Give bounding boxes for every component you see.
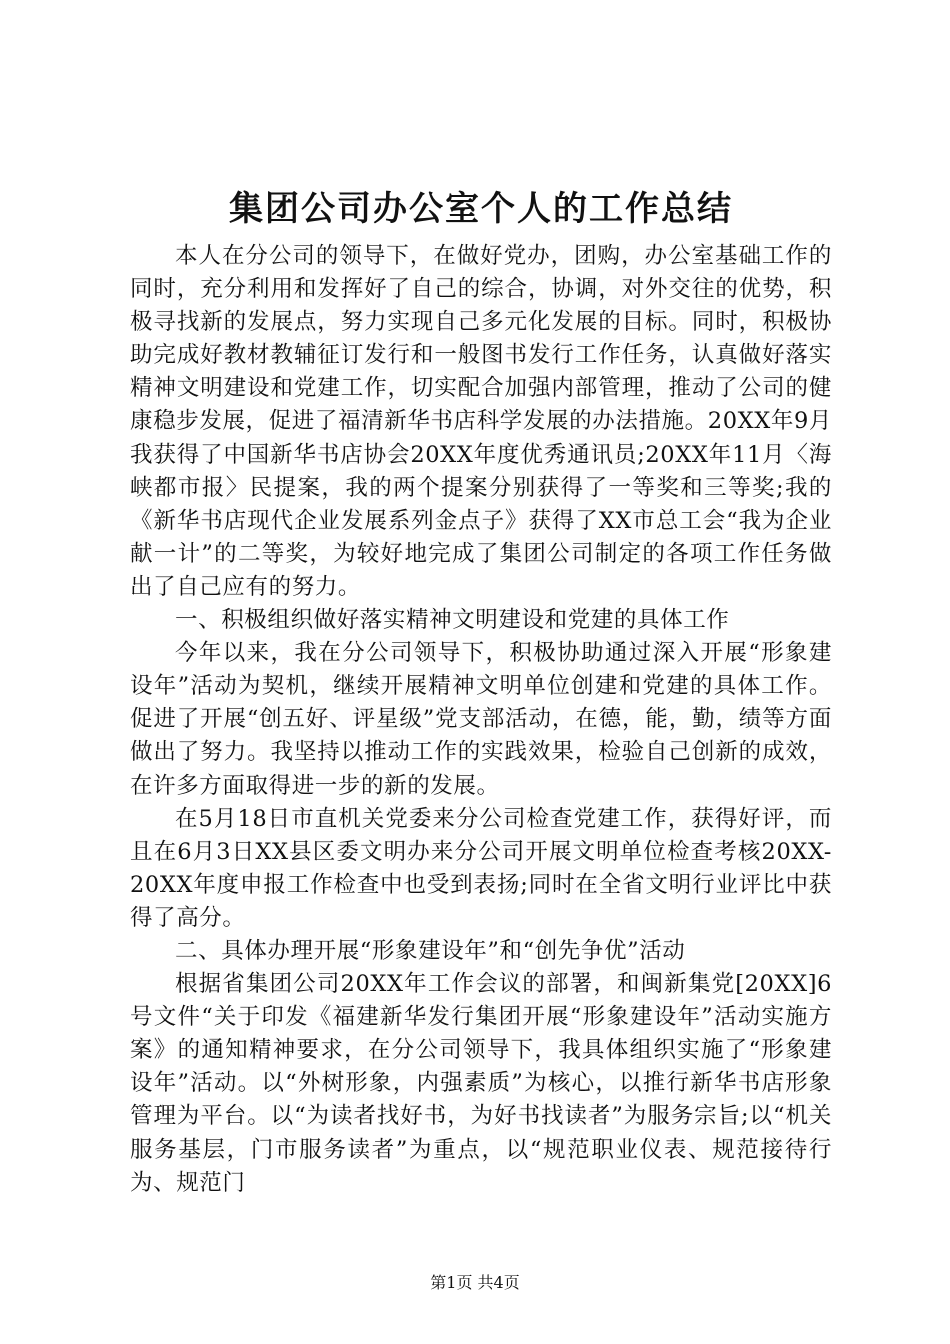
paragraph-section1-b: 在5月18日市直机关党委来分公司检查党建工作，获得好评，而且在6月3日XX县区委文明办来分公司开展文明单位检查考核20XX-20XX年度申报工作检查中也受到表扬;同时在全省文明行业评比中获得了高分。	[130, 805, 832, 931]
paragraph-section1-a: 今年以来，我在分公司领导下，积极协助通过深入开展“形象建设年”活动为契机，继续开展精神文明单位创建和党建的具体工作。促进了开展“创五好、评星级”党支部活动，在德，能，勤，绩等方面做出了努力。我坚持以推动工作的实践效果，检验自己创新的成效，在许多方面取得进一步的新的发展。	[130, 640, 832, 799]
section-heading-2: 二、具体办理开展“形象建设年”和“创先争优”活动	[175, 937, 686, 964]
section-heading-1: 一、积极组织做好落实精神文明建设和党建的具体工作	[175, 607, 730, 634]
document-title: 集团公司办公室个人的工作总结	[229, 189, 733, 229]
page-footer: 第1页 共4页	[430, 1273, 520, 1292]
paragraph-section2-a: 根据省集团公司20XX年工作会议的部署，和闽新集党[20XX]6号文件“关于印发《福建新华发行集团开展“形象建设年”活动实施方案》的通知精神要求，在分公司领导下，我具体组织实施了“形象建设年”活动。以“外树形象，内强素质”为核心，以推行新华书店形象管理为平台。以“为读者找好书，为好书找读者”为服务宗旨;以“机关服务基层，门市服务读者”为重点，以“规范职业仪表、规范接待行为、规范门	[130, 971, 832, 1196]
paragraph-intro: 本人在分公司的领导下，在做好党办，团购，办公室基础工作的同时，充分利用和发挥好了自己的综合，协调，对外交往的优势，积极寻找新的发展点，努力实现自己多元化发展的目标。同时，积极协助完成好教材教辅征订发行和一般图书发行工作任务，认真做好落实精神文明建设和党建工作，切实配合加强内部管理，推动了公司的健康稳步发展，促进了福清新华书店科学发展的办法措施。20XX年9月我获得了中国新华书店协会20XX年度优秀通讯员;20XX年11月〈海峡都市报〉民提案，我的两个提案分别获得了一等奖和三等奖;我的《新华书店现代企业发展系列金点子》获得了XX市总工会“我为企业献一计”的二等奖，为较好地完成了集团公司制定的各项工作任务做出了自己应有的努力。	[130, 243, 832, 600]
